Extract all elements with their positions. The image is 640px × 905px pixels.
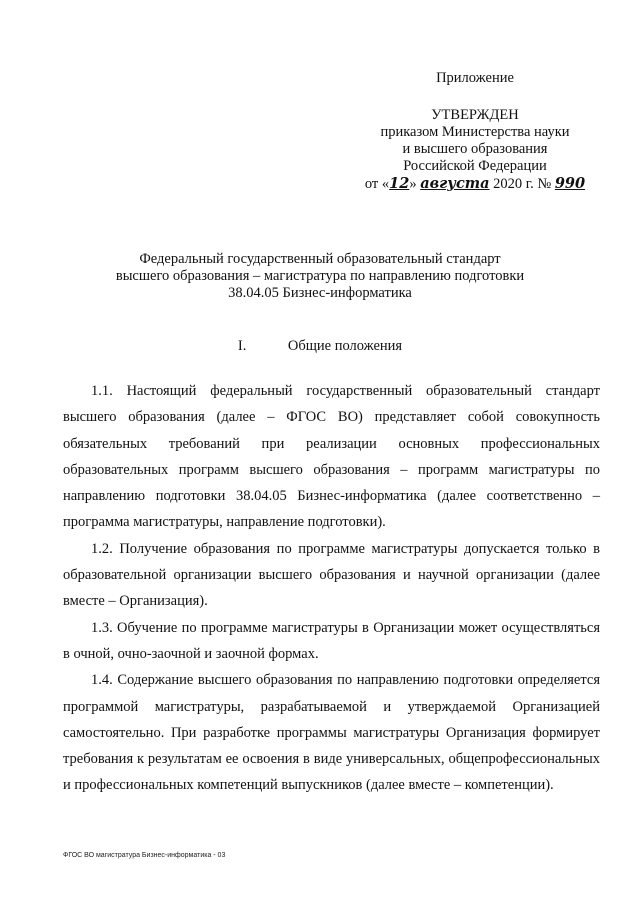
approval-block xyxy=(330,70,620,193)
section-number: I. xyxy=(237,338,247,354)
document-body xyxy=(63,378,600,799)
section-title: Общие положения xyxy=(287,338,403,354)
title-line-2: высшего образования – магистратура по направлению подготовки xyxy=(115,268,525,284)
paragraph-1-4: 1.4. Содержание высшего образования по направлению подготовки определяется программой магистратуры, разрабатываемой и утверждаемой Организацией самостоятельно. При разработке программы магистратуры Организация формирует требования к результатам ее освоения в виде универсальных, общепрофессиональных и профессиональных компетенций выпускников (далее вместе – компетенции). xyxy=(63,672,600,794)
year-and-number-label: 2020 г. № xyxy=(493,176,552,192)
paragraph-1-2: 1.2. Получение образования по программе магистратуры допускается только в образовательной организации высшего образования и научной организации (далее вместе – Организация). xyxy=(63,540,600,610)
handwritten-day: 12 xyxy=(389,175,410,192)
title-line-1: Федеральный государственный образовательный стандарт xyxy=(139,251,501,267)
approved-label: УТВЕРЖДЕН xyxy=(431,107,519,123)
handwritten-order-number: 990 xyxy=(554,175,586,192)
title-line-3: 38.04.05 Бизнес-информатика xyxy=(228,285,412,301)
date-prefix: от « xyxy=(364,176,390,192)
section-heading xyxy=(60,338,580,355)
appendix-label: Приложение xyxy=(436,70,514,86)
order-line-1: приказом Министерства науки xyxy=(380,124,570,140)
order-line-3: Российской Федерации xyxy=(403,158,547,174)
document-title xyxy=(60,251,580,302)
order-date-number xyxy=(330,175,620,193)
page-footer: ФГОС ВО магистратура Бизнес-информатика - 03 xyxy=(63,852,226,859)
handwritten-month: августа xyxy=(420,175,490,192)
paragraph-1-1: 1.1. Настоящий федеральный государственный образовательный стандарт высшего образования (далее – ФГОС ВО) представляет собой совокупность обязательных требований при реализации основных профессиональных образовательных программ высшего образования – программ магистратуры по направлению подготовки 38.04.05 Бизнес-информатика (далее соответственно – программа магистратуры, направление подготовки). xyxy=(63,383,600,531)
date-quote-close: » xyxy=(409,176,417,192)
order-line-2: и высшего образования xyxy=(402,141,548,157)
paragraph-1-3: 1.3. Обучение по программе магистратуры в Организации может осуществляться в очной, очно-заочной и заочной формах. xyxy=(63,619,600,662)
